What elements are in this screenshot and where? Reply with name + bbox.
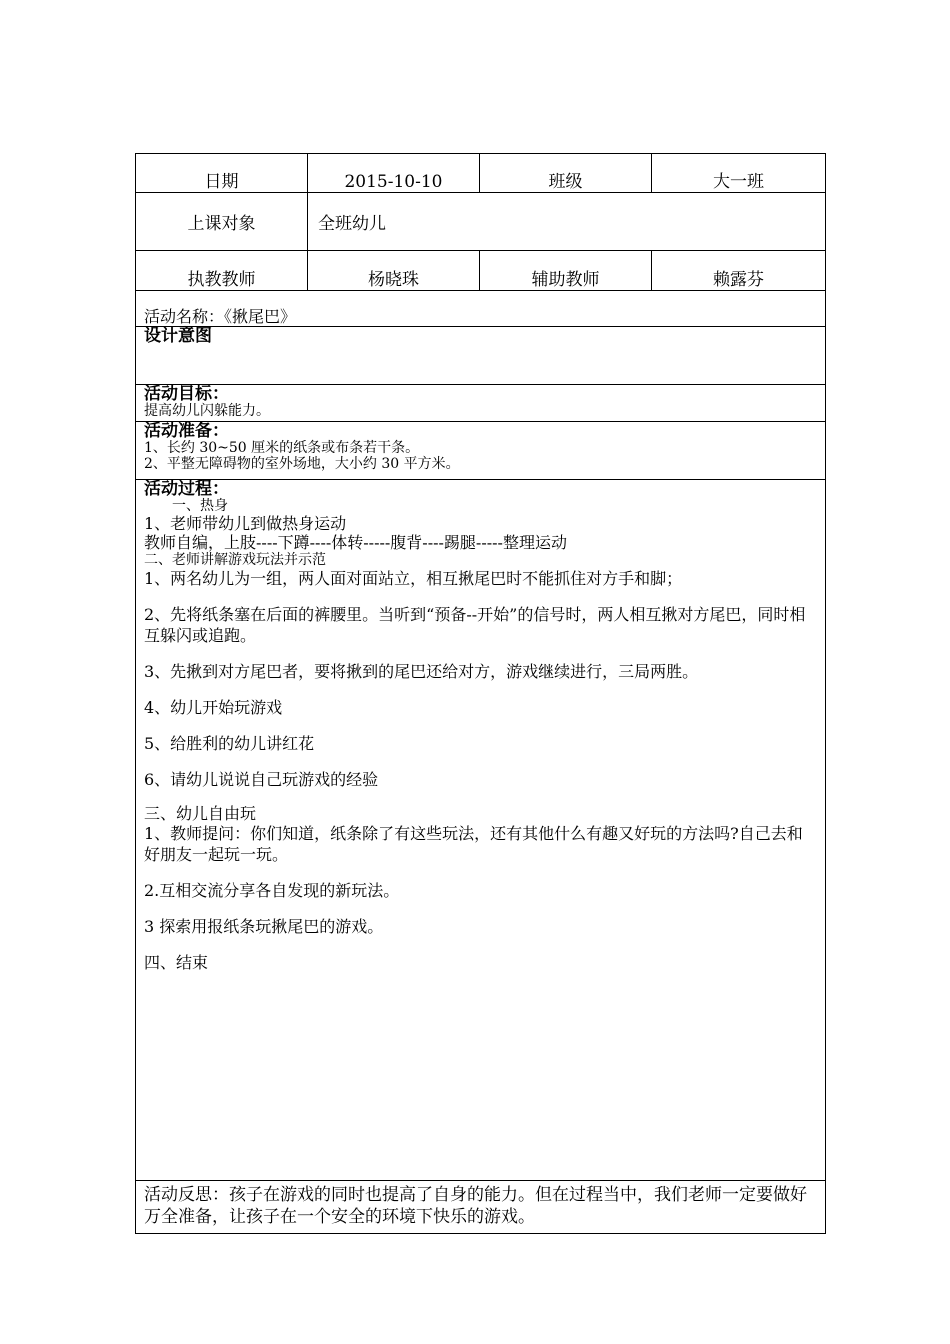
assistant-label: 辅助教师 bbox=[480, 251, 652, 291]
end-title: 四、结束 bbox=[144, 953, 209, 972]
reflection-text: 活动反思：孩子在游戏的同时也提高了自身的能力。但在过程当中，我们老师一定要做好万全准备，让孩子在一个安全的环境下快乐的游戏。 bbox=[144, 1185, 807, 1227]
free-play-item: 2.互相交流分享各自发现的新玩法。 bbox=[144, 881, 400, 900]
lesson-plan-sheet bbox=[135, 153, 825, 1234]
goal-text: 提高幼儿闪躲能力。 bbox=[144, 403, 270, 419]
goal-heading: 活动目标： bbox=[144, 384, 229, 404]
reflection-row bbox=[136, 1181, 826, 1234]
preparation-item: 1、长约 30~50 厘米的纸条或布条若干条。 bbox=[144, 440, 420, 456]
design-intent-row bbox=[136, 327, 826, 385]
step-item: 1、两名幼儿为一组，两人面对面站立，相互揪尾巴时不能抓住对方手和脚； bbox=[144, 569, 683, 588]
process-row bbox=[136, 480, 826, 1181]
audience-row bbox=[136, 193, 826, 251]
audience-value: 全班幼儿 bbox=[308, 193, 826, 251]
free-play-item: 3 探索用报纸条玩揪尾巴的游戏。 bbox=[144, 917, 384, 936]
step-item: 6、请幼儿说说自己玩游戏的经验 bbox=[144, 770, 379, 789]
process-heading: 活动过程： bbox=[144, 479, 229, 499]
step-item: 2、先将纸条塞在后面的裤腰里。当听到“预备--开始”的信号时，两人相互揪对方尾巴，同时相互躲闪或追跑。 bbox=[144, 605, 806, 645]
step-item: 4、幼儿开始玩游戏 bbox=[144, 698, 283, 717]
warmup-item: 1、老师带幼儿到做热身运动 bbox=[144, 514, 347, 533]
warmup-item: 教师自编，上肢----下蹲----体转-----腹背----踢腿-----整理运动 bbox=[144, 533, 567, 552]
step-item: 5、给胜利的幼儿讲红花 bbox=[144, 734, 315, 753]
date-class-row bbox=[136, 154, 826, 193]
preparation-row bbox=[136, 422, 826, 480]
activity-name-row bbox=[136, 291, 826, 327]
warmup-title: 一、热身 bbox=[172, 498, 228, 514]
explain-title: 二、老师讲解游戏玩法并示范 bbox=[144, 552, 326, 568]
lesson-plan-table bbox=[135, 153, 826, 1234]
teacher-row bbox=[136, 251, 826, 291]
preparation-heading: 活动准备： bbox=[144, 421, 229, 441]
activity-name: 活动名称：《揪尾巴》 bbox=[136, 291, 826, 327]
class-label: 班级 bbox=[480, 154, 652, 193]
teacher-value: 杨晓珠 bbox=[308, 251, 480, 291]
free-play-title: 三、幼儿自由玩 bbox=[144, 804, 257, 823]
free-play-item: 1、教师提问：你们知道，纸条除了有这些玩法，还有其他什么有趣又好玩的方法吗?自己去和好朋友一起玩一玩。 bbox=[144, 824, 803, 864]
assistant-value: 赖露芬 bbox=[652, 251, 826, 291]
design-intent-heading: 设计意图 bbox=[144, 326, 212, 346]
step-item: 3、先揪到对方尾巴者，要将揪到的尾巴还给对方，游戏继续进行，三局两胜。 bbox=[144, 662, 699, 681]
class-value: 大一班 bbox=[652, 154, 826, 193]
date-label: 日期 bbox=[136, 154, 308, 193]
date-value: 2015-10-10 bbox=[308, 154, 480, 193]
teacher-label: 执教教师 bbox=[136, 251, 308, 291]
preparation-item: 2、平整无障碍物的室外场地，大小约 30 平方米。 bbox=[144, 456, 460, 472]
goal-row bbox=[136, 385, 826, 422]
audience-label: 上课对象 bbox=[136, 193, 308, 251]
